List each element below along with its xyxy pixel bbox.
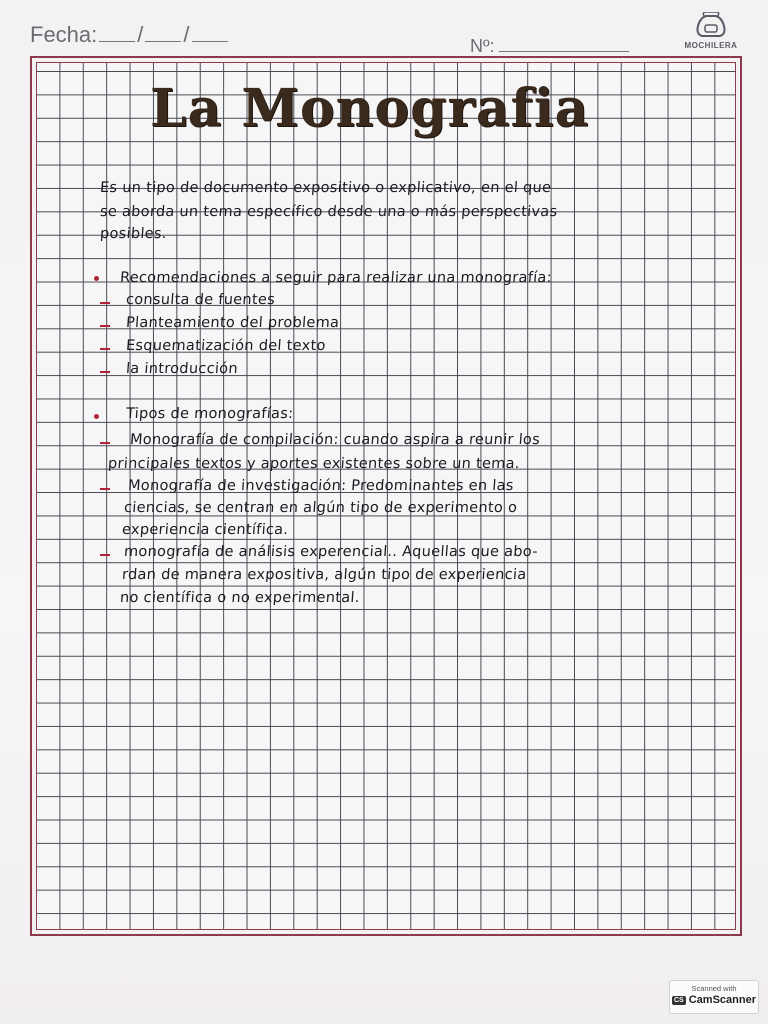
camscanner-icon: CS — [674, 996, 684, 1004]
dash-marker — [100, 348, 110, 350]
date-separator: / — [137, 22, 144, 47]
brand-name: MOCHILERA — [684, 41, 738, 50]
list-item-continuation: principales textos y aportes existentes sobre un tema. — [107, 456, 521, 472]
backpack-icon — [690, 12, 732, 40]
dash-marker — [100, 302, 110, 304]
list-item-continuation: experiencia científica. — [121, 522, 289, 538]
dash-marker — [100, 442, 110, 444]
scanner-watermark — [669, 980, 759, 1014]
date-separator: / — [183, 22, 190, 47]
list-item: Monografía de investigación: Predominantes en las — [127, 478, 515, 494]
dash-marker — [100, 488, 110, 490]
number-label: Nº: — [470, 36, 495, 56]
date-label: Fecha: — [30, 22, 98, 47]
intro-line: posibles. — [99, 226, 168, 242]
date-field — [30, 22, 230, 48]
dash-marker — [100, 554, 110, 556]
list-item-continuation: rdan de manera expositiva, algún tipo de experiencia — [121, 567, 527, 583]
bullet-dot — [94, 414, 99, 419]
bullet-dot — [94, 276, 99, 281]
brand-logo — [676, 12, 746, 50]
list-item: consulta de fuentes — [125, 292, 276, 308]
intro-line: Es un tipo de documento expositivo o explicativo, en el que — [99, 180, 552, 196]
list-item: Planteamiento del problema — [125, 315, 340, 331]
section-heading: Recomendaciones a seguir para realizar una monografía: — [119, 270, 553, 286]
list-item: Esquematización del texto — [125, 338, 327, 354]
scanner-caption: Scanned with — [691, 984, 737, 993]
scanner-name: CamScanner — [688, 994, 756, 1006]
dash-marker — [100, 371, 110, 373]
dash-marker — [100, 325, 110, 327]
list-item-continuation: ciencias, se centran en algún tipo de experimento o — [123, 500, 518, 516]
intro-line: se aborda un tema específico desde una o más perspectivas — [99, 204, 558, 220]
list-item: Monografía de compilación: cuando aspira a reunir los — [129, 432, 541, 448]
number-field — [470, 36, 629, 57]
list-item: monografía de análisis experencial.. Aquellas que abo- — [123, 544, 539, 560]
section-heading: Tipos de monografías: — [125, 406, 294, 422]
list-item: la introducción — [125, 361, 239, 377]
page-title: La Monografia — [150, 78, 590, 139]
list-item-continuation: no científica o no experimental. — [119, 590, 361, 606]
